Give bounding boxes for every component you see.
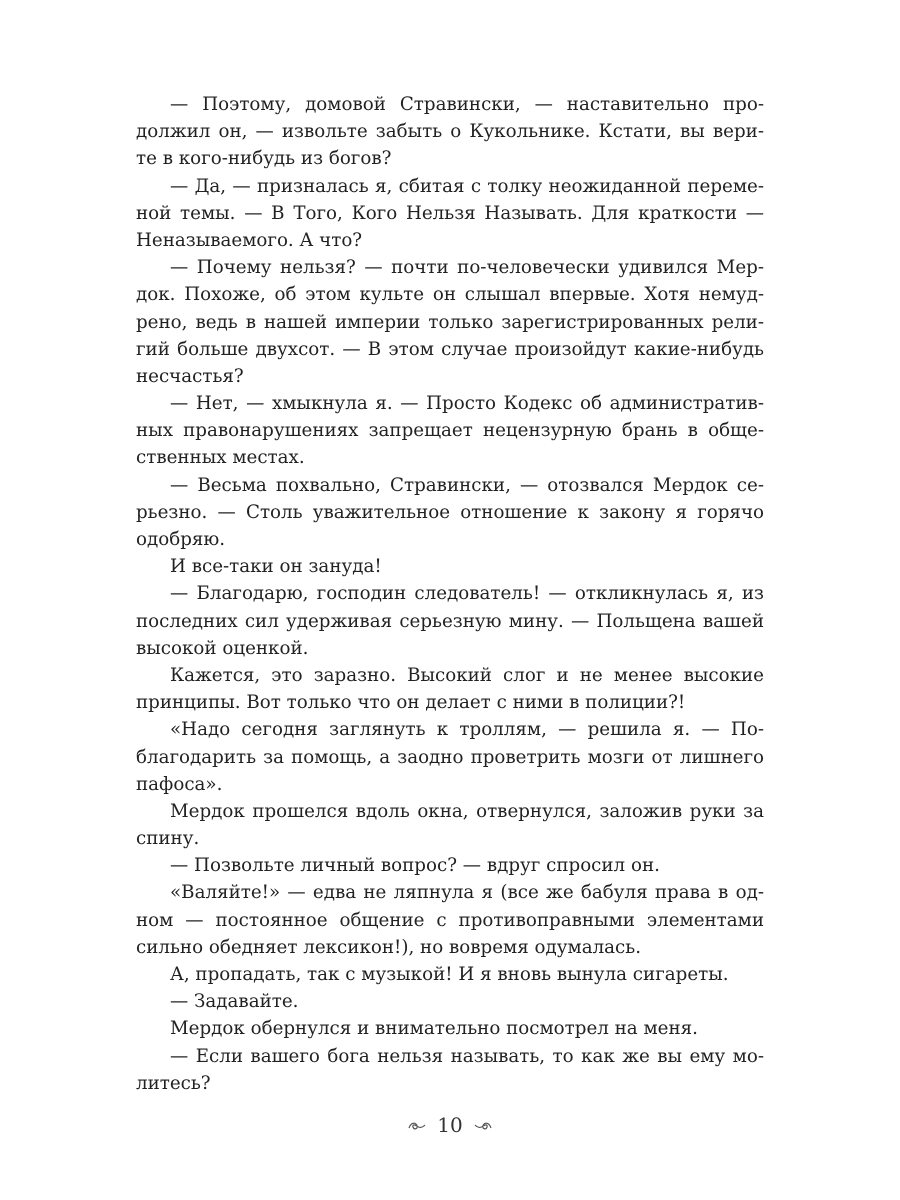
flourish-right-icon [473,1118,493,1132]
text-line: спину. [136,828,200,850]
text-line: гий больше двухсот. — В этом случае произойдут какие-нибудь [136,338,764,360]
text-line: — Нет, — хмыкнула я. — Просто Кодекс об административ- [170,393,764,415]
text-line: принципы. Вот только что он делает с ними в полиции?! [136,692,686,714]
text-line: — Весьма похвально, Стравински, — отозвался Мердок се- [170,474,764,496]
body-text [136,91,764,1097]
text-line: ном — постоянное общение с противоправными элементами [136,909,764,931]
text-line: «Надо сегодня заглянуть к троллям, — решила я. — По- [170,719,764,741]
text-line: — Благодарю, господин следователь! — откликнулась я, из [170,583,764,605]
text-line: «Валяйте!» — едва не ляпнула я (все же бабуля права в од- [170,882,764,904]
flourish-left-icon [407,1118,427,1132]
text-line: — Позвольте личный вопрос? — вдруг спросил он. [170,855,660,877]
text-line: Мердок прошелся вдоль окна, отвернулся, заложив руки за [170,800,764,822]
text-line: — Да, — призналась я, сбитая с толку неожиданной переме- [170,175,764,197]
text-line: несчастья? [136,365,244,387]
text-line: — Поэтому, домовой Стравински, — наставительно про- [170,94,764,115]
text-line: высокой оценкой. [136,637,309,659]
text-line: — Задавайте. [170,991,299,1013]
text-line: ных правонарушениях запрещает нецензурную брань в обще- [136,420,764,442]
text-line: одобряю. [136,529,226,550]
text-line: Мердок обернулся и внимательно посмотрел на меня. [170,1018,698,1040]
text-line: Кажется, это заразно. Высокий слог и не менее высокие [170,664,764,686]
text-line: А, пропадать, так с музыкой! И я вновь вынула сигареты. [170,964,729,985]
text-line: рьезно. — Столь уважительное отношение к закону я горячо [136,501,764,523]
text-line: док. Похоже, об этом культе он слышал впервые. Хотя немуд- [136,284,764,306]
text-line: литесь? [136,1072,211,1094]
text-line: должил он, — извольте забыть о Кукольнике. Кстати, вы вери- [136,121,764,143]
text-line: ственных местах. [136,447,305,469]
text-line: благодарить за помощь, а заодно проветрить мозги от лишнего [136,746,764,768]
text-line: сильно обедняет лексикон!), но вовремя одумалась. [136,936,642,958]
text-line: — Почему нельзя? — почти по-человечески удивился Мер- [170,257,764,279]
text-line: И все-таки он зануда! [170,556,382,578]
text-line: ной темы. — В Того, Кого Нельзя Называть. Для краткости — [136,202,764,224]
text-line: последних сил удерживая серьезную мину. — Польщена вашей [136,610,764,632]
text-line: — Если вашего бога нельзя называть, то как же вы ему мо- [170,1045,764,1067]
text-line: пафоса». [136,773,223,795]
page-number: 10 [437,1113,463,1137]
text-line: рено, ведь в нашей империи только зарегистрированных рели- [136,311,764,333]
text-line: те в кого-нибудь из богов? [136,148,392,170]
page-footer [0,1110,900,1140]
text-line: Неназываемого. А что? [136,229,363,251]
